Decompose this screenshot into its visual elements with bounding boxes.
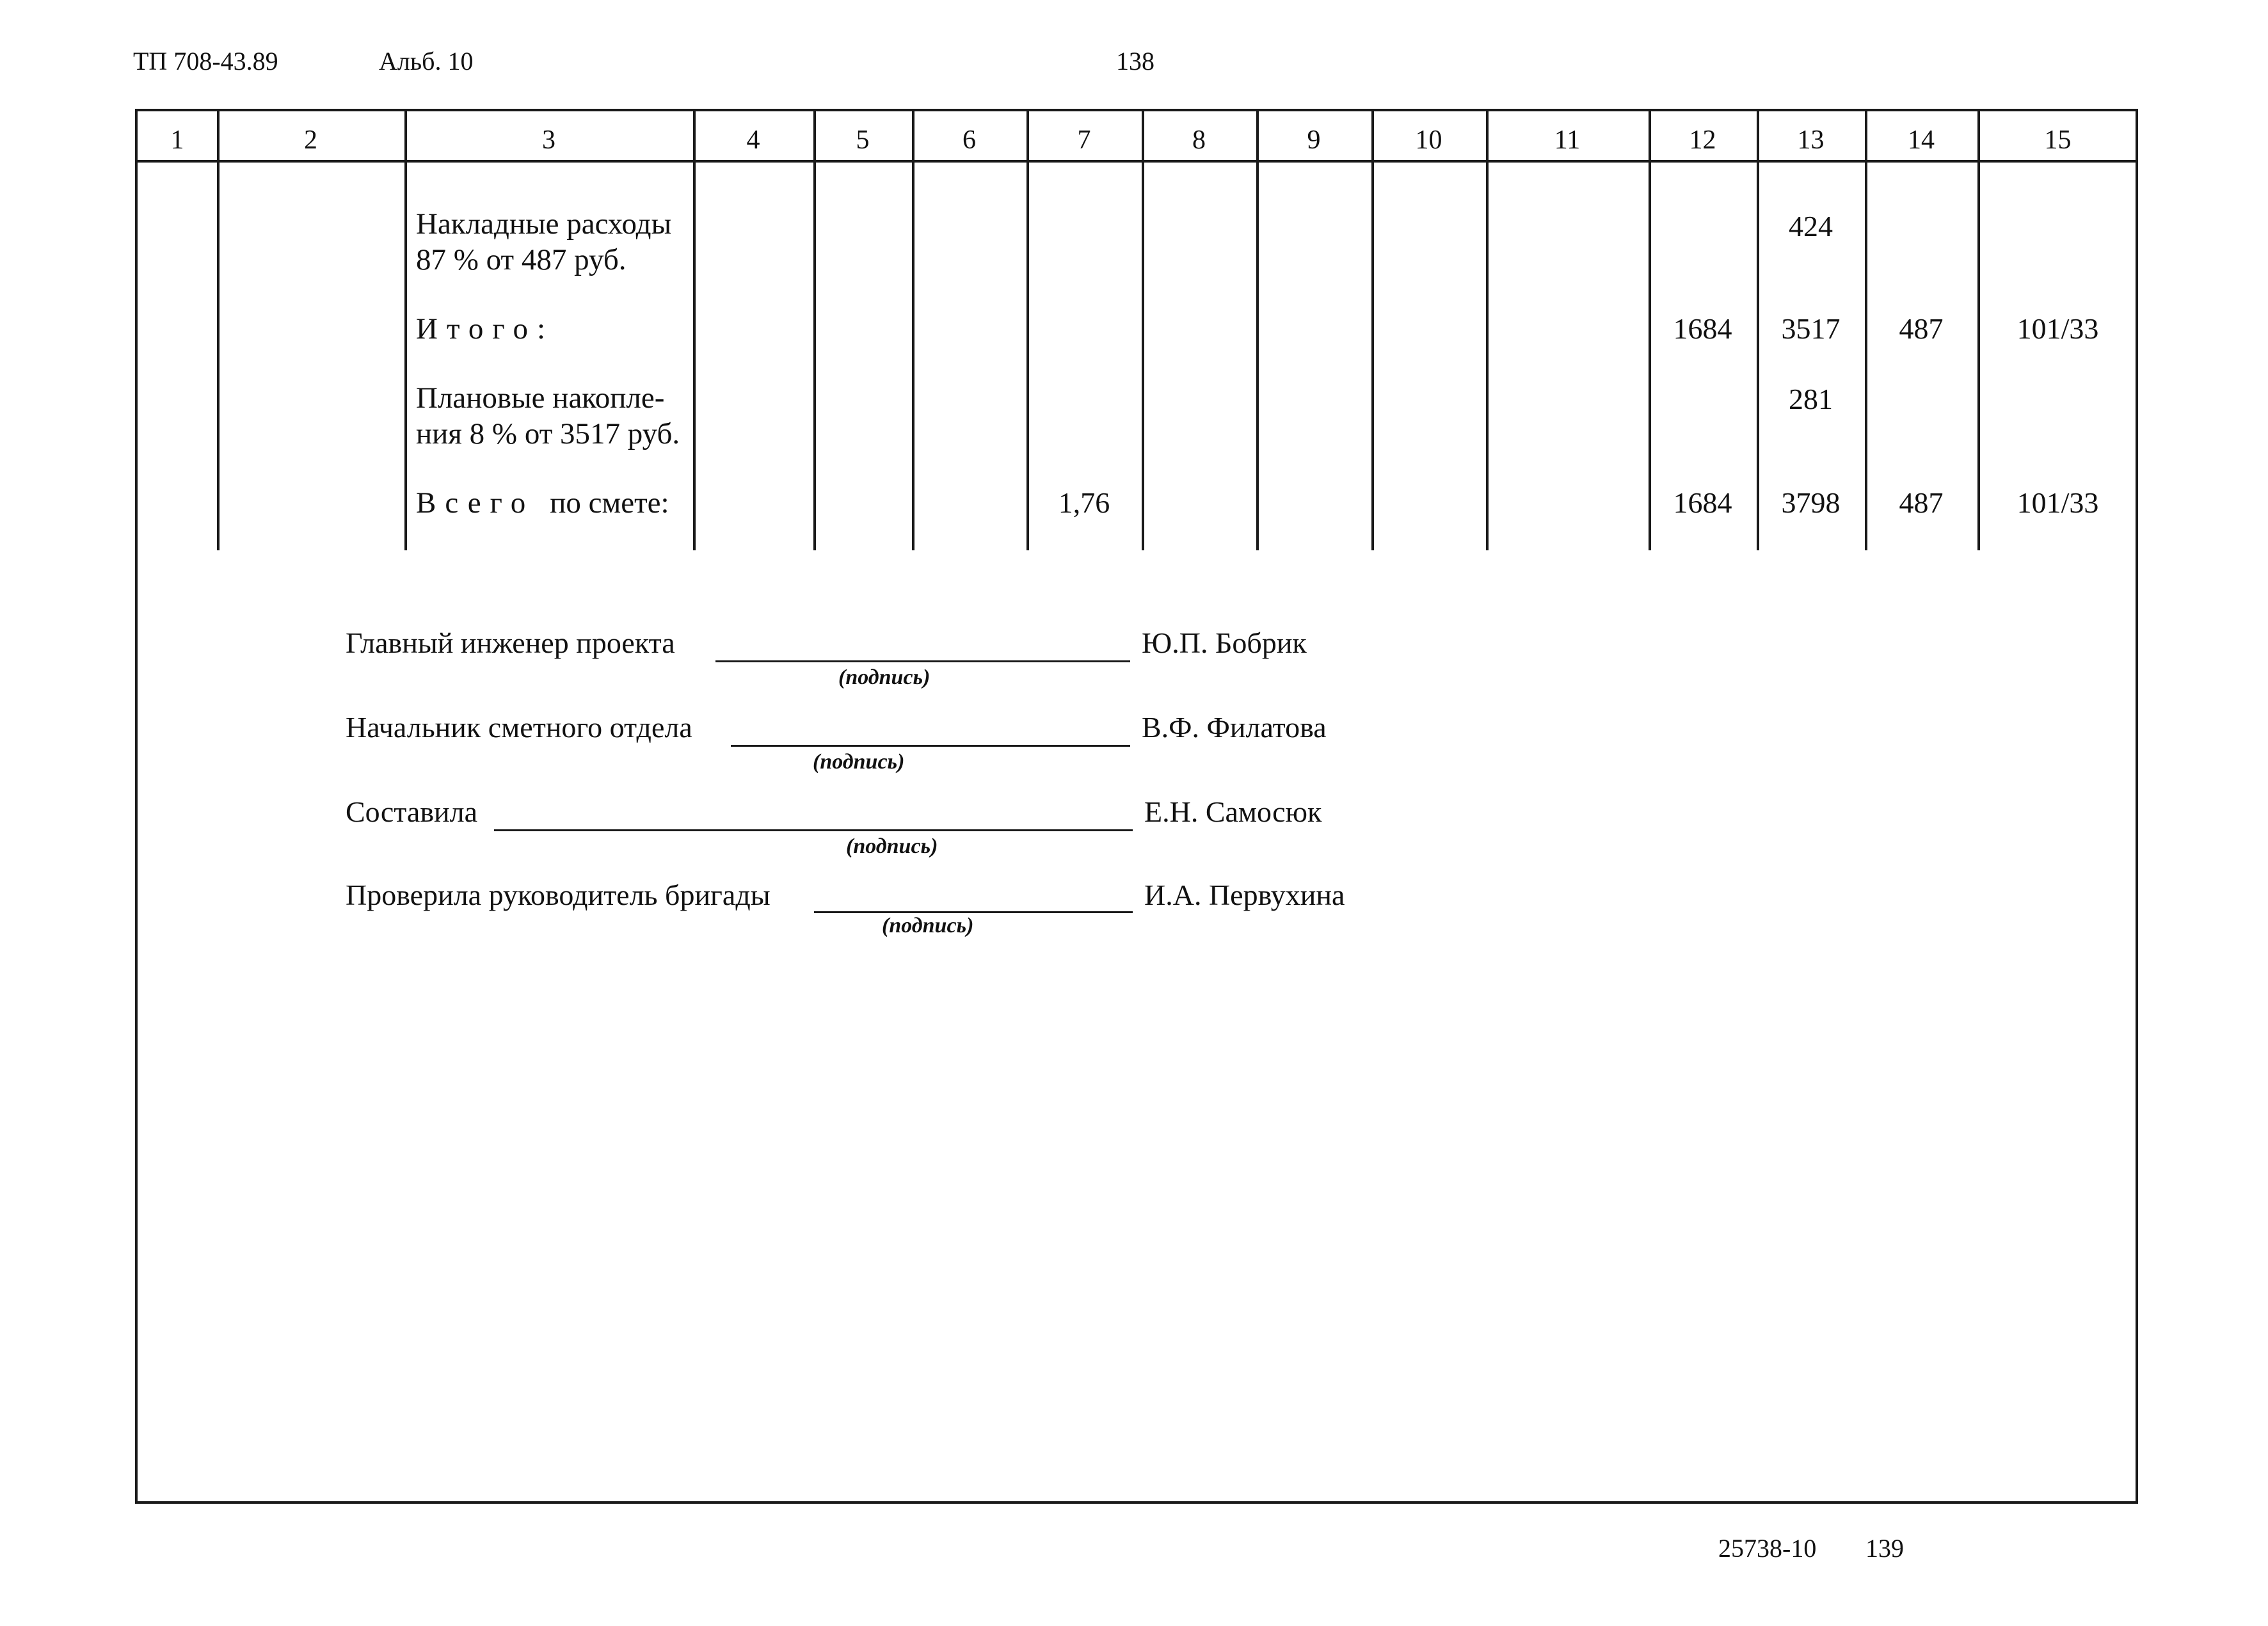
- column-header-8: 8: [1192, 125, 1206, 155]
- description-emphasis: Итого: [416, 312, 537, 346]
- column-divider: [693, 111, 696, 550]
- signature-role: Начальник сметного отдела: [346, 711, 692, 744]
- column-header-14: 14: [1908, 125, 1935, 155]
- cell-col13: 281: [1789, 383, 1833, 415]
- document-code: ТП 708-43.89: [133, 47, 278, 76]
- description-line: 87 % от 487 руб.: [416, 243, 627, 276]
- cell-col13: 3517: [1781, 312, 1841, 345]
- column-divider: [404, 111, 407, 550]
- signature-name: В.Ф. Филатова: [1142, 711, 1327, 744]
- cell-col12: 1684: [1673, 312, 1732, 345]
- column-header-6: 6: [962, 125, 976, 155]
- signature-caption: (подпись): [882, 914, 974, 937]
- column-divider: [912, 111, 914, 550]
- column-header-4: 4: [746, 125, 760, 155]
- column-header-10: 10: [1415, 125, 1442, 155]
- signature-name: И.А. Первухина: [1144, 879, 1345, 911]
- signature-caption: (подпись): [838, 666, 930, 689]
- row-overhead-description: [416, 206, 671, 278]
- column-header-15: 15: [2044, 125, 2072, 155]
- signature-role: Главный инженер проекта: [346, 626, 675, 659]
- signature-role: Составила: [346, 795, 478, 828]
- column-header-9: 9: [1307, 125, 1321, 155]
- signature-role: Проверила руководитель бригады: [346, 879, 771, 911]
- column-divider: [813, 111, 816, 550]
- column-header-3: 3: [542, 125, 555, 155]
- footer-page-number: 139: [1865, 1534, 1904, 1563]
- description-line: ния 8 % от 3517 руб.: [416, 417, 680, 450]
- cell-col15: 101/33: [2016, 486, 2099, 519]
- column-divider: [1371, 111, 1374, 550]
- signature-line: [715, 660, 1130, 662]
- cell-col7: 1,76: [1058, 486, 1110, 519]
- signature-name: Ю.П. Бобрик: [1142, 626, 1307, 659]
- column-divider: [217, 111, 220, 550]
- column-header-1: 1: [170, 125, 184, 155]
- signature-name: Е.Н. Самосюк: [1144, 795, 1322, 828]
- signature-caption: (подпись): [813, 750, 905, 774]
- column-divider: [1486, 111, 1489, 550]
- row-grand-total-description: [416, 485, 669, 521]
- cell-col15: 101/33: [2016, 312, 2099, 345]
- cell-col12: 1684: [1673, 486, 1732, 519]
- signature-caption: (подпись): [846, 834, 938, 858]
- cell-col13: 424: [1789, 210, 1833, 243]
- column-header-13: 13: [1797, 125, 1825, 155]
- description-emphasis: Всего: [416, 486, 535, 520]
- description-suffix: :: [536, 312, 546, 346]
- column-divider: [1142, 111, 1144, 550]
- column-header-5: 5: [856, 125, 870, 155]
- cell-col14: 487: [1899, 312, 1944, 345]
- signature-line: [814, 911, 1133, 913]
- description-line: Плановые накопле-: [416, 381, 665, 415]
- description-suffix: по смете:: [550, 486, 669, 520]
- column-divider: [1256, 111, 1259, 550]
- album-number: Альб. 10: [379, 47, 474, 76]
- column-header-12: 12: [1689, 125, 1716, 155]
- page-number: 138: [1116, 47, 1154, 76]
- signature-line: [494, 829, 1133, 831]
- column-header-11: 11: [1554, 125, 1581, 155]
- column-header-7: 7: [1077, 125, 1091, 155]
- signature-line: [731, 745, 1130, 747]
- footer-document-code: 25738-10: [1718, 1534, 1817, 1563]
- column-header-2: 2: [304, 125, 317, 155]
- cell-col13: 3798: [1781, 486, 1841, 519]
- row-total-description: [416, 311, 545, 347]
- header-rule: [138, 160, 2136, 163]
- row-savings-description: [416, 380, 680, 452]
- cell-col14: 487: [1899, 486, 1944, 519]
- description-line: Накладные расходы: [416, 207, 672, 241]
